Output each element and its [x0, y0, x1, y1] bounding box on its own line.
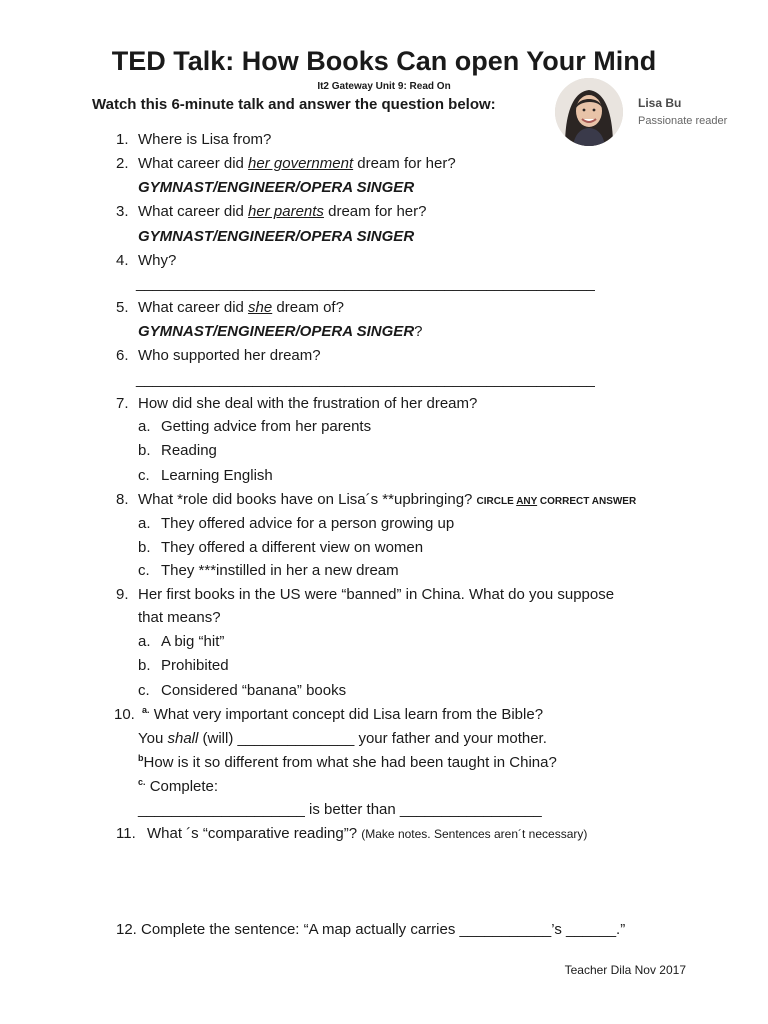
q8-text — [138, 490, 636, 512]
q8-choice-b-letter: b. — [138, 539, 151, 556]
q5-text-emphasis: she — [248, 299, 273, 316]
q9-choice-b[interactable]: Prohibited — [161, 657, 229, 674]
q7-choice-c[interactable]: Learning English — [161, 467, 273, 484]
q10-sentence-post: (will) ______________ your father and your mother. — [198, 730, 547, 747]
q11-number: 11. — [116, 825, 136, 842]
q2-text-pre: What career did — [138, 155, 249, 172]
q5-options-text: GYMNAST/ENGINEER/OPERA SINGER — [138, 323, 415, 340]
q7-choice-a-letter: a. — [138, 418, 151, 435]
q4-number: 4. — [116, 252, 129, 269]
q10-part-a-sentence — [138, 729, 547, 749]
q7-choice-a[interactable]: Getting advice from her parents — [161, 418, 372, 435]
q9-text: Her first books in the US were “banned” in China. What do you suppose — [138, 586, 615, 603]
q9-number: 9. — [116, 586, 129, 603]
q10-sentence-emphasis: shall — [167, 730, 199, 747]
q9-choice-a[interactable]: A big “hit” — [161, 633, 225, 650]
q7-number: 7. — [116, 395, 129, 412]
q6-number: 6. — [116, 347, 129, 364]
q11-text — [147, 824, 587, 844]
speaker-portrait-icon — [555, 78, 623, 146]
q1-text: Where is Lisa from? — [138, 131, 272, 148]
q2-text-emphasis: her government — [248, 155, 354, 172]
q10-part-b — [138, 753, 557, 774]
q10-part-a-text: What very important concept did Lisa learn from the Bible? — [153, 706, 544, 723]
q2-number: 2. — [116, 155, 129, 172]
q1-number: 1. — [116, 131, 129, 148]
q3-number: 3. — [116, 203, 129, 220]
instructions: Watch this 6-minute talk and answer the question below: — [92, 96, 496, 113]
q6-text: Who supported her dream? — [138, 347, 321, 364]
q5-options-suffix: ? — [414, 323, 423, 340]
q10-part-a — [142, 705, 543, 726]
q11-note: (Make notes. Sentences aren´t necessary) — [361, 827, 588, 841]
q8-choice-b[interactable]: They offered a different view on women — [161, 539, 424, 556]
speaker-photo — [555, 78, 623, 146]
page-subtitle: It2 Gateway Unit 9: Read On — [317, 81, 451, 92]
q8-instruction-pre: CIRCLE — [476, 496, 517, 507]
q8-question: What *role did books have on Lisa´s **upbringing? — [138, 491, 473, 508]
q10-part-b-text: How is it so different from what she had been taught in China? — [143, 754, 557, 771]
q8-choice-a-letter: a. — [138, 515, 151, 532]
q2-options: GYMNAST/ENGINEER/OPERA SINGER — [138, 179, 415, 196]
q5-text-post: dream of? — [272, 299, 344, 316]
q10-part-c-blanks[interactable]: ____________________ is better than _________________ — [138, 801, 542, 818]
q3-text-pre: What career did — [138, 203, 249, 220]
q2-text — [138, 154, 456, 174]
q10-part-b-marker: b — [138, 753, 144, 763]
q3-text-post: dream for her? — [323, 203, 427, 220]
q10-part-c-marker: c. — [138, 777, 146, 787]
q8-number: 8. — [116, 491, 129, 508]
q8-choice-c[interactable]: They ***instilled in her a new dream — [161, 562, 399, 579]
speaker-tagline: Passionate reader — [638, 115, 728, 127]
q4-text: Why? — [138, 252, 177, 269]
q3-options: GYMNAST/ENGINEER/OPERA SINGER — [138, 228, 415, 245]
q9-text-continued: that means? — [138, 609, 221, 626]
q11-question: What ´s “comparative reading”? — [147, 825, 358, 842]
q5-text — [138, 298, 344, 318]
q10-sentence-pre: You — [138, 730, 168, 747]
q8-instruction — [477, 496, 637, 507]
speaker-name: Lisa Bu — [638, 96, 682, 110]
q8-choice-a[interactable]: They offered advice for a person growing up — [161, 515, 455, 532]
q3-text — [138, 202, 426, 222]
q7-text: How did she deal with the frustration of her dream? — [138, 395, 478, 412]
q6-answer-line[interactable]: _______________________________________________________ — [136, 371, 595, 388]
q7-choice-b[interactable]: Reading — [161, 442, 217, 459]
page-title: TED Talk: How Books Can open Your Mind — [111, 46, 657, 76]
q5-text-pre: What career did — [138, 299, 249, 316]
q4-answer-line[interactable]: _______________________________________________________ — [136, 275, 595, 292]
q7-choice-b-letter: b. — [138, 442, 151, 459]
q5-number: 5. — [116, 299, 129, 316]
q5-options — [138, 322, 423, 342]
q10-part-a-marker: a. — [142, 705, 150, 715]
footer-credit: Teacher Dila Nov 2017 — [564, 963, 686, 977]
q9-choice-c-letter: c. — [138, 682, 150, 699]
q2-text-post: dream for her? — [353, 155, 456, 172]
q8-instruction-emphasis: ANY — [516, 496, 538, 507]
q7-choice-c-letter: c. — [138, 467, 150, 484]
q8-choice-c-letter: c. — [138, 562, 150, 579]
q9-choice-b-letter: b. — [138, 657, 151, 674]
q9-choice-a-letter: a. — [138, 633, 151, 650]
q10-part-c — [138, 777, 218, 798]
q10-part-c-text: Complete: — [149, 778, 219, 795]
q10-number: 10. — [114, 706, 135, 723]
q3-text-emphasis: her parents — [248, 203, 324, 220]
q9-choice-c[interactable]: Considered “banana” books — [161, 682, 347, 699]
q8-instruction-post: CORRECT ANSWER — [537, 496, 637, 507]
q12-text[interactable]: 12. Complete the sentence: “A map actually carries ___________’s ______.” — [116, 921, 626, 938]
